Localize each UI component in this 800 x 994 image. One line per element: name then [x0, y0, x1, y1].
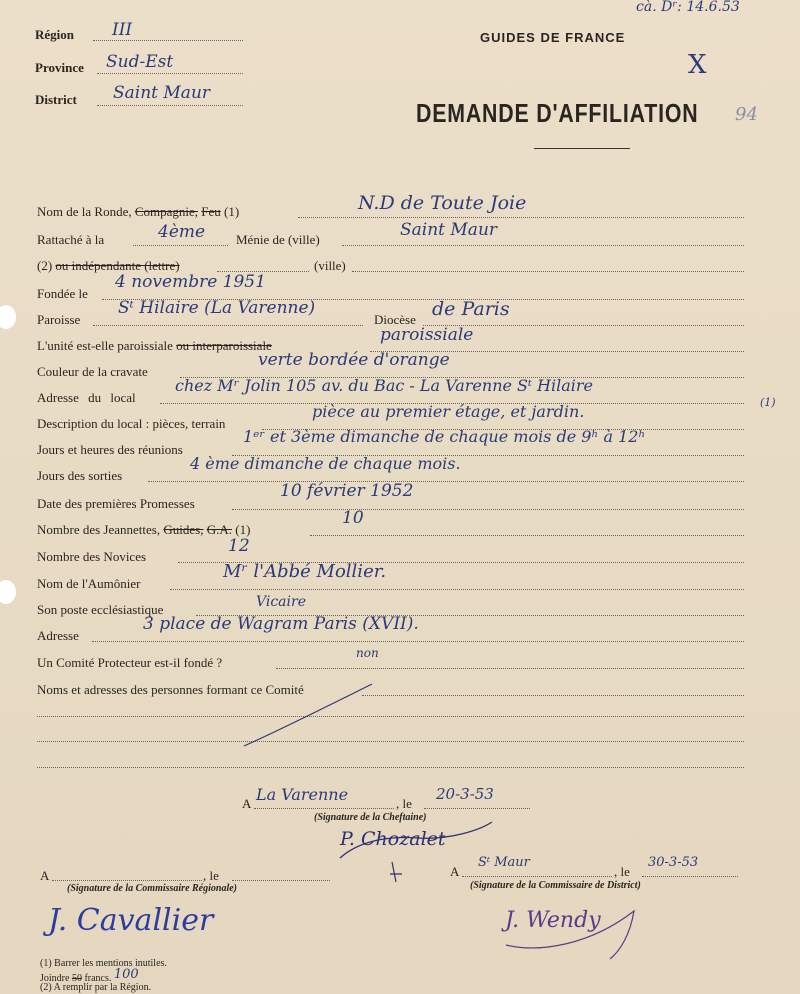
dotted-line: [97, 73, 243, 74]
regional-signature: J. Cavallier: [48, 903, 214, 938]
field-comite-label: Un Comité Protecteur est-il fondé ?: [37, 655, 223, 670]
field-independante-label: (2) ou indépendante (lettre): [37, 258, 180, 273]
field-noms-label: Noms et adresses des personnes formant ce Comité: [37, 682, 304, 697]
field-poste-label: Son poste ecclésiastique: [37, 602, 164, 617]
dotted-line: [37, 716, 744, 717]
field-description-label: Description du local : pièces, terrain: [37, 416, 226, 431]
field-adresse-local-note: (1): [760, 396, 776, 409]
dotted-line: [97, 105, 243, 106]
field-novices-label: Nombre des Novices: [37, 549, 147, 564]
dotted-line: [362, 695, 744, 696]
field-aumonier-label: Nom de l'Aumônier: [37, 576, 141, 591]
field-fondee-value: 4 novembre 1951: [115, 272, 266, 292]
field-sorties-label: Jours des sorties: [37, 468, 123, 483]
district-caption: (Signature de la Commissaire de District): [470, 880, 641, 891]
district-place: Sᵗ Maur: [478, 855, 530, 870]
dotted-line: [232, 880, 330, 881]
field-promesses-label: Date des premières Promesses: [37, 496, 195, 511]
cheftaine-signature: P. Chozalet: [340, 828, 446, 850]
field-comite-value: non: [356, 646, 379, 660]
field-jeannettes-label: Nombre des Jeannettes, Guides, G.A. (1): [37, 522, 251, 537]
field-cravate-label: Couleur de la cravate: [37, 364, 148, 379]
field-jeannettes-value: 10: [342, 508, 364, 528]
dotted-line: [310, 535, 744, 536]
field-adresse-value: 3 place de Wagram Paris (XVII).: [143, 614, 419, 634]
district-signature: J. Wendy: [505, 908, 601, 933]
dotted-line: [133, 245, 228, 246]
dotted-line: [93, 325, 363, 326]
field-adresse-local-value: chez Mʳ Jolin 105 av. du Bac - La Varenne Sᵗ Hilaire: [175, 376, 593, 395]
punch-hole: [0, 580, 16, 604]
field-paroisse-label: Paroisse: [37, 312, 81, 327]
field-reunions-value: 1ᵉʳ et 3ème dimanche de chaque mois de 9ʰ à 12ʰ: [243, 427, 646, 446]
field-ronde-label: Nom de la Ronde, Compagnie, Feu (1): [37, 204, 240, 219]
footnote-3: (2) A remplir par la Région.: [40, 982, 152, 993]
dotted-line: [298, 217, 744, 218]
cheftaine-place: La Varenne: [256, 785, 349, 804]
title-underline: [534, 148, 630, 149]
punch-hole: [0, 305, 16, 329]
field-cravate-value: verte bordée d'orange: [258, 350, 450, 370]
footnote-2: Joindre 50 francs. 100: [40, 967, 139, 984]
dotted-line: [342, 245, 744, 246]
dotted-line: [148, 481, 744, 482]
dotted-line: [93, 40, 243, 41]
field-novices-value: 12: [228, 536, 250, 556]
field-sorties-value: 4 ème dimanche de chaque mois.: [190, 454, 461, 473]
dotted-line: [52, 880, 202, 881]
field-description-value: pièce au premier étage, et jardin.: [312, 402, 585, 421]
dotted-line: [170, 589, 744, 590]
regional-a-label: A: [40, 868, 50, 883]
field-diocese-value: de Paris: [432, 298, 510, 320]
regional-caption: (Signature de la Commissaire Régionale): [67, 883, 238, 894]
dotted-line: [254, 808, 394, 809]
dotted-line: [276, 668, 744, 669]
district-date: 30-3-53: [648, 855, 699, 870]
district-label: District: [35, 92, 77, 107]
archive-note: cà. Dʳ: 14.6.53: [636, 0, 740, 15]
province-label: Province: [35, 60, 84, 75]
field-menie-label: Ménie de (ville): [236, 232, 320, 247]
dotted-line: [352, 271, 744, 272]
field-menie-value: Saint Maur: [400, 220, 498, 240]
diagonal-strike-mark: [240, 680, 380, 750]
field-adresse-label: Adresse: [37, 628, 79, 643]
cheftaine-le-label: , le: [396, 796, 412, 811]
district-le-label: , le: [614, 864, 630, 879]
field-poste-value: Vicaire: [256, 594, 306, 610]
field-fondee-label: Fondée le: [37, 286, 88, 301]
page-title: DEMANDE D'AFFILIATION: [416, 98, 699, 128]
field-diocese-label: Diocèse: [374, 312, 416, 327]
district-a-label: A: [450, 864, 460, 879]
footnote-1: (1) Barrer les mentions inutiles.: [40, 958, 167, 969]
region-label: Région: [35, 27, 74, 42]
field-ville-label: (ville): [314, 258, 346, 273]
field-rattache-value: 4ème: [158, 222, 206, 242]
dotted-line: [462, 876, 612, 877]
mark-x: X: [688, 50, 707, 80]
dotted-line: [424, 808, 530, 809]
province-value: Sud-Est: [106, 52, 174, 72]
regional-le-label: , le: [203, 868, 219, 883]
pencil-number: 94: [735, 104, 758, 125]
dotted-line: [92, 641, 744, 642]
field-promesses-value: 10 février 1952: [280, 481, 414, 501]
cheftaine-caption: (Signature de la Cheftaine): [314, 812, 427, 823]
district-signature-flourish: [500, 905, 650, 965]
dotted-line: [37, 741, 744, 742]
field-reunions-label: Jours et heures des réunions: [37, 442, 183, 457]
dotted-line: [37, 767, 744, 768]
cheftaine-date: 20-3-53: [436, 785, 494, 803]
district-value: Saint Maur: [113, 83, 211, 103]
field-rattache-label: Rattaché à la: [37, 232, 105, 247]
field-unite-value: paroissiale: [380, 325, 474, 345]
field-adresse-local-label: Adresse du local: [37, 390, 136, 405]
dotted-line: [232, 509, 744, 510]
field-aumonier-value: Mʳ l'Abbé Mollier.: [223, 561, 387, 582]
field-paroisse-value: Sᵗ Hilaire (La Varenne): [118, 298, 316, 318]
organization-name: GUIDES DE FRANCE: [480, 30, 626, 45]
field-unite-label: L'unité est-elle paroissiale ou interparoissiale: [37, 338, 272, 353]
dotted-line: [642, 876, 738, 877]
region-value: III: [112, 20, 133, 40]
field-ronde-value: N.D de Toute Joie: [358, 192, 527, 214]
cheftaine-a-label: A: [242, 796, 252, 811]
